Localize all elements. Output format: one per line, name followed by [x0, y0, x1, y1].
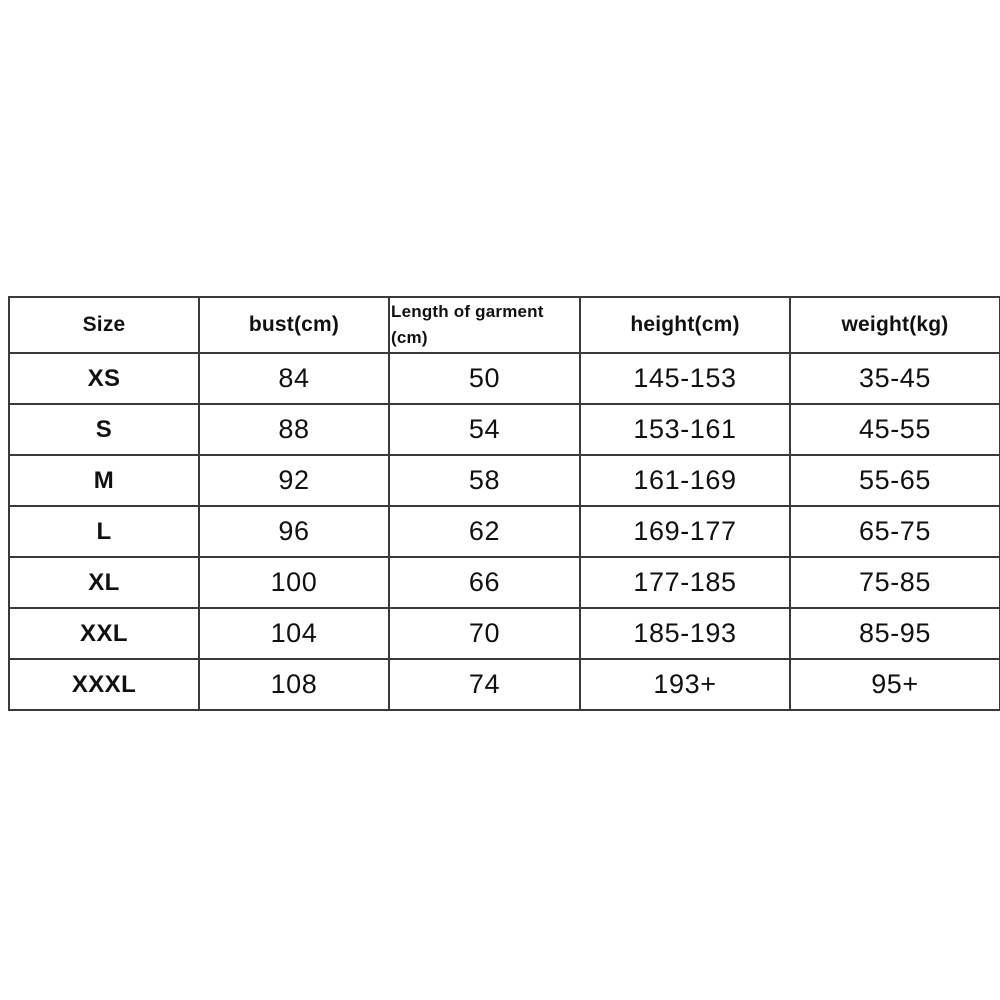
- header-height: height(cm): [580, 297, 790, 353]
- table-row: [9, 353, 1000, 404]
- cell-size: XXXL: [9, 659, 199, 710]
- cell-weight: 75-85: [790, 557, 1000, 608]
- table-row: [9, 455, 1000, 506]
- cell-height: 177-185: [580, 557, 790, 608]
- header-row: [9, 297, 1000, 353]
- header-bust: bust(cm): [199, 297, 389, 353]
- header-length-of-garment: [389, 297, 580, 353]
- cell-length: 54: [389, 404, 580, 455]
- cell-size: XS: [9, 353, 199, 404]
- table-row: [9, 404, 1000, 455]
- table-row: [9, 557, 1000, 608]
- cell-weight: 95+: [790, 659, 1000, 710]
- cell-size: XL: [9, 557, 199, 608]
- header-weight: weight(kg): [790, 297, 1000, 353]
- cell-bust: 92: [199, 455, 389, 506]
- cell-length: 66: [389, 557, 580, 608]
- cell-height: 153-161: [580, 404, 790, 455]
- cell-height: 193+: [580, 659, 790, 710]
- cell-weight: 65-75: [790, 506, 1000, 557]
- cell-bust: 96: [199, 506, 389, 557]
- header-length-line1: Length of garment: [391, 302, 544, 321]
- cell-weight: 35-45: [790, 353, 1000, 404]
- cell-height: 169-177: [580, 506, 790, 557]
- table-row: [9, 659, 1000, 710]
- cell-height: 145-153: [580, 353, 790, 404]
- cell-bust: 104: [199, 608, 389, 659]
- cell-size: XXL: [9, 608, 199, 659]
- table-row: [9, 506, 1000, 557]
- cell-size: S: [9, 404, 199, 455]
- header-size: Size: [9, 297, 199, 353]
- cell-length: 50: [389, 353, 580, 404]
- cell-size: M: [9, 455, 199, 506]
- cell-length: 58: [389, 455, 580, 506]
- header-length-line2: (cm): [391, 328, 428, 347]
- cell-bust: 88: [199, 404, 389, 455]
- size-chart-table: [8, 296, 1000, 711]
- cell-weight: 55-65: [790, 455, 1000, 506]
- cell-weight: 85-95: [790, 608, 1000, 659]
- cell-bust: 100: [199, 557, 389, 608]
- cell-bust: 108: [199, 659, 389, 710]
- cell-length: 70: [389, 608, 580, 659]
- cell-height: 185-193: [580, 608, 790, 659]
- cell-height: 161-169: [580, 455, 790, 506]
- cell-length: 74: [389, 659, 580, 710]
- cell-size: L: [9, 506, 199, 557]
- table-row: [9, 608, 1000, 659]
- cell-weight: 45-55: [790, 404, 1000, 455]
- cell-bust: 84: [199, 353, 389, 404]
- cell-length: 62: [389, 506, 580, 557]
